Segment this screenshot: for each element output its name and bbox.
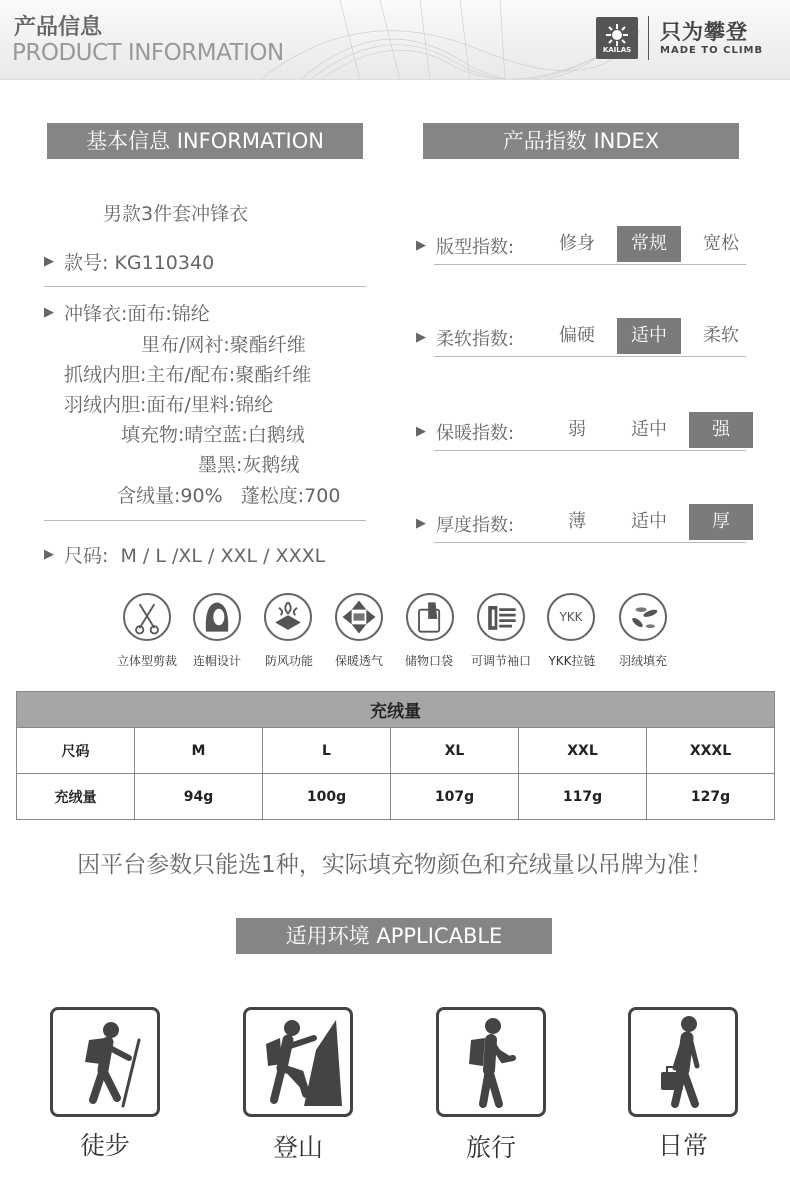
index-option: 适中	[617, 318, 681, 354]
icon-text: YKK	[559, 610, 583, 624]
table-cell: 94g	[135, 774, 263, 820]
divider	[434, 264, 746, 265]
table-cell: XXL	[519, 728, 647, 774]
index-option: 强	[689, 412, 753, 448]
index-label: 厚度指数:	[436, 515, 515, 536]
index-option: 修身	[559, 233, 595, 254]
index-label: 版型指数:	[436, 237, 515, 258]
index-option: 偏硬	[559, 325, 595, 346]
logo-divider	[648, 16, 649, 60]
table-cell: 尺码	[17, 728, 135, 774]
fill-table-title: 充绒量	[17, 692, 775, 728]
applicable-label: 徒步	[79, 1131, 130, 1160]
hiking-icon	[50, 1007, 160, 1117]
fabric-line: 填充物:晴空蓝:白鹅绒	[121, 424, 305, 446]
applicable-label: 旅行	[465, 1133, 516, 1162]
applicable-heading: 适用环境 APPLICABLE	[236, 918, 552, 954]
zipper-icon	[547, 593, 595, 641]
index-option: 厚	[689, 504, 753, 540]
product-name: 男款3件套冲锋衣	[103, 203, 249, 225]
index-label: 保暖指数:	[436, 423, 515, 444]
feature-label: 羽绒填充	[618, 654, 667, 668]
index-option: 宽松	[703, 233, 739, 254]
divider	[44, 286, 366, 287]
index-option: 常规	[617, 226, 681, 262]
feature-label: 防风功能	[264, 654, 313, 668]
model-number: 款号: KG110340	[64, 252, 215, 274]
index-option: 弱	[568, 419, 586, 440]
table-cell: 100g	[263, 774, 391, 820]
fabric-line: 里布/网衬:聚酯纤维	[141, 334, 306, 356]
divider	[44, 520, 366, 521]
page-title-en: PRODUCT INFORMATION	[12, 40, 284, 66]
table-cell: 充绒量	[17, 774, 135, 820]
page-header	[0, 0, 790, 80]
windproof-icon	[264, 593, 312, 641]
fabric-line: 羽绒内胆:面布/里料:锦纶	[64, 394, 274, 416]
applicable-label: 日常	[657, 1131, 708, 1160]
feature-label: 保暖透气	[334, 654, 383, 668]
table-cell: 107g	[391, 774, 519, 820]
divider	[434, 450, 746, 451]
hood-icon	[193, 593, 241, 641]
bullet-arrow-icon: ▶	[416, 330, 426, 345]
index-option: 柔软	[703, 325, 739, 346]
feature-label: 可调节袖口	[470, 654, 531, 668]
travel-icon	[436, 1007, 546, 1117]
divider	[434, 542, 746, 543]
pocket-icon	[406, 593, 454, 641]
table-cell: M	[135, 728, 263, 774]
bullet-arrow-icon: ▶	[44, 305, 54, 320]
index-option: 薄	[568, 511, 586, 532]
slogan-en: MADE TO CLIMB	[660, 45, 764, 56]
bullet-arrow-icon: ▶	[44, 254, 54, 269]
basic-info-heading: 基本信息 INFORMATION	[47, 123, 363, 159]
feature-label: 立体型剪裁	[116, 654, 177, 668]
applicable-label: 登山	[272, 1133, 323, 1162]
index-label: 柔软指数:	[436, 329, 515, 350]
bullet-arrow-icon: ▶	[416, 516, 426, 531]
table-cell: 127g	[647, 774, 775, 820]
breathable-icon	[335, 593, 383, 641]
index-option: 适中	[631, 419, 667, 440]
fill-table	[16, 691, 775, 820]
disclaimer-note: 因平台参数只能选1种，实际填充物颜色和充绒量以吊牌为准！	[77, 852, 713, 878]
feature-label: 连帽设计	[192, 654, 241, 668]
feature-label: YKK拉链	[548, 654, 596, 668]
table-row	[17, 728, 775, 774]
fabric-line: 抓绒内胆:主布/配布:聚酯纤维	[64, 364, 312, 386]
index-option: 适中	[631, 511, 667, 532]
bullet-arrow-icon: ▶	[416, 424, 426, 439]
divider	[434, 356, 746, 357]
table-cell: XL	[391, 728, 519, 774]
climbing-icon	[243, 1007, 353, 1117]
table-cell: L	[263, 728, 391, 774]
size-list: 尺码: M / L /XL / XXL / XXXL	[64, 545, 326, 567]
cuff-icon	[477, 593, 525, 641]
index-heading: 产品指数 INDEX	[423, 123, 739, 159]
daily-icon	[628, 1007, 738, 1117]
fabric-line: 墨黑:灰鹅绒	[198, 454, 300, 476]
page-title-cn: 产品信息	[14, 15, 103, 40]
table-row	[17, 774, 775, 820]
table-cell: XXXL	[647, 728, 775, 774]
table-cell: 117g	[519, 774, 647, 820]
feature-label: 储物口袋	[404, 654, 453, 668]
slogan-cn: 只为攀登	[660, 20, 748, 44]
bullet-arrow-icon: ▶	[44, 547, 54, 562]
down-fill-icon	[619, 593, 667, 641]
bullet-arrow-icon: ▶	[416, 238, 426, 253]
fill-power: 含绒量:90% 蓬松度:700	[117, 485, 341, 507]
brand-name: KAILAS	[602, 46, 632, 54]
scissors-icon	[123, 593, 171, 641]
fabric-line: 冲锋衣:面布:锦纶	[64, 303, 210, 325]
